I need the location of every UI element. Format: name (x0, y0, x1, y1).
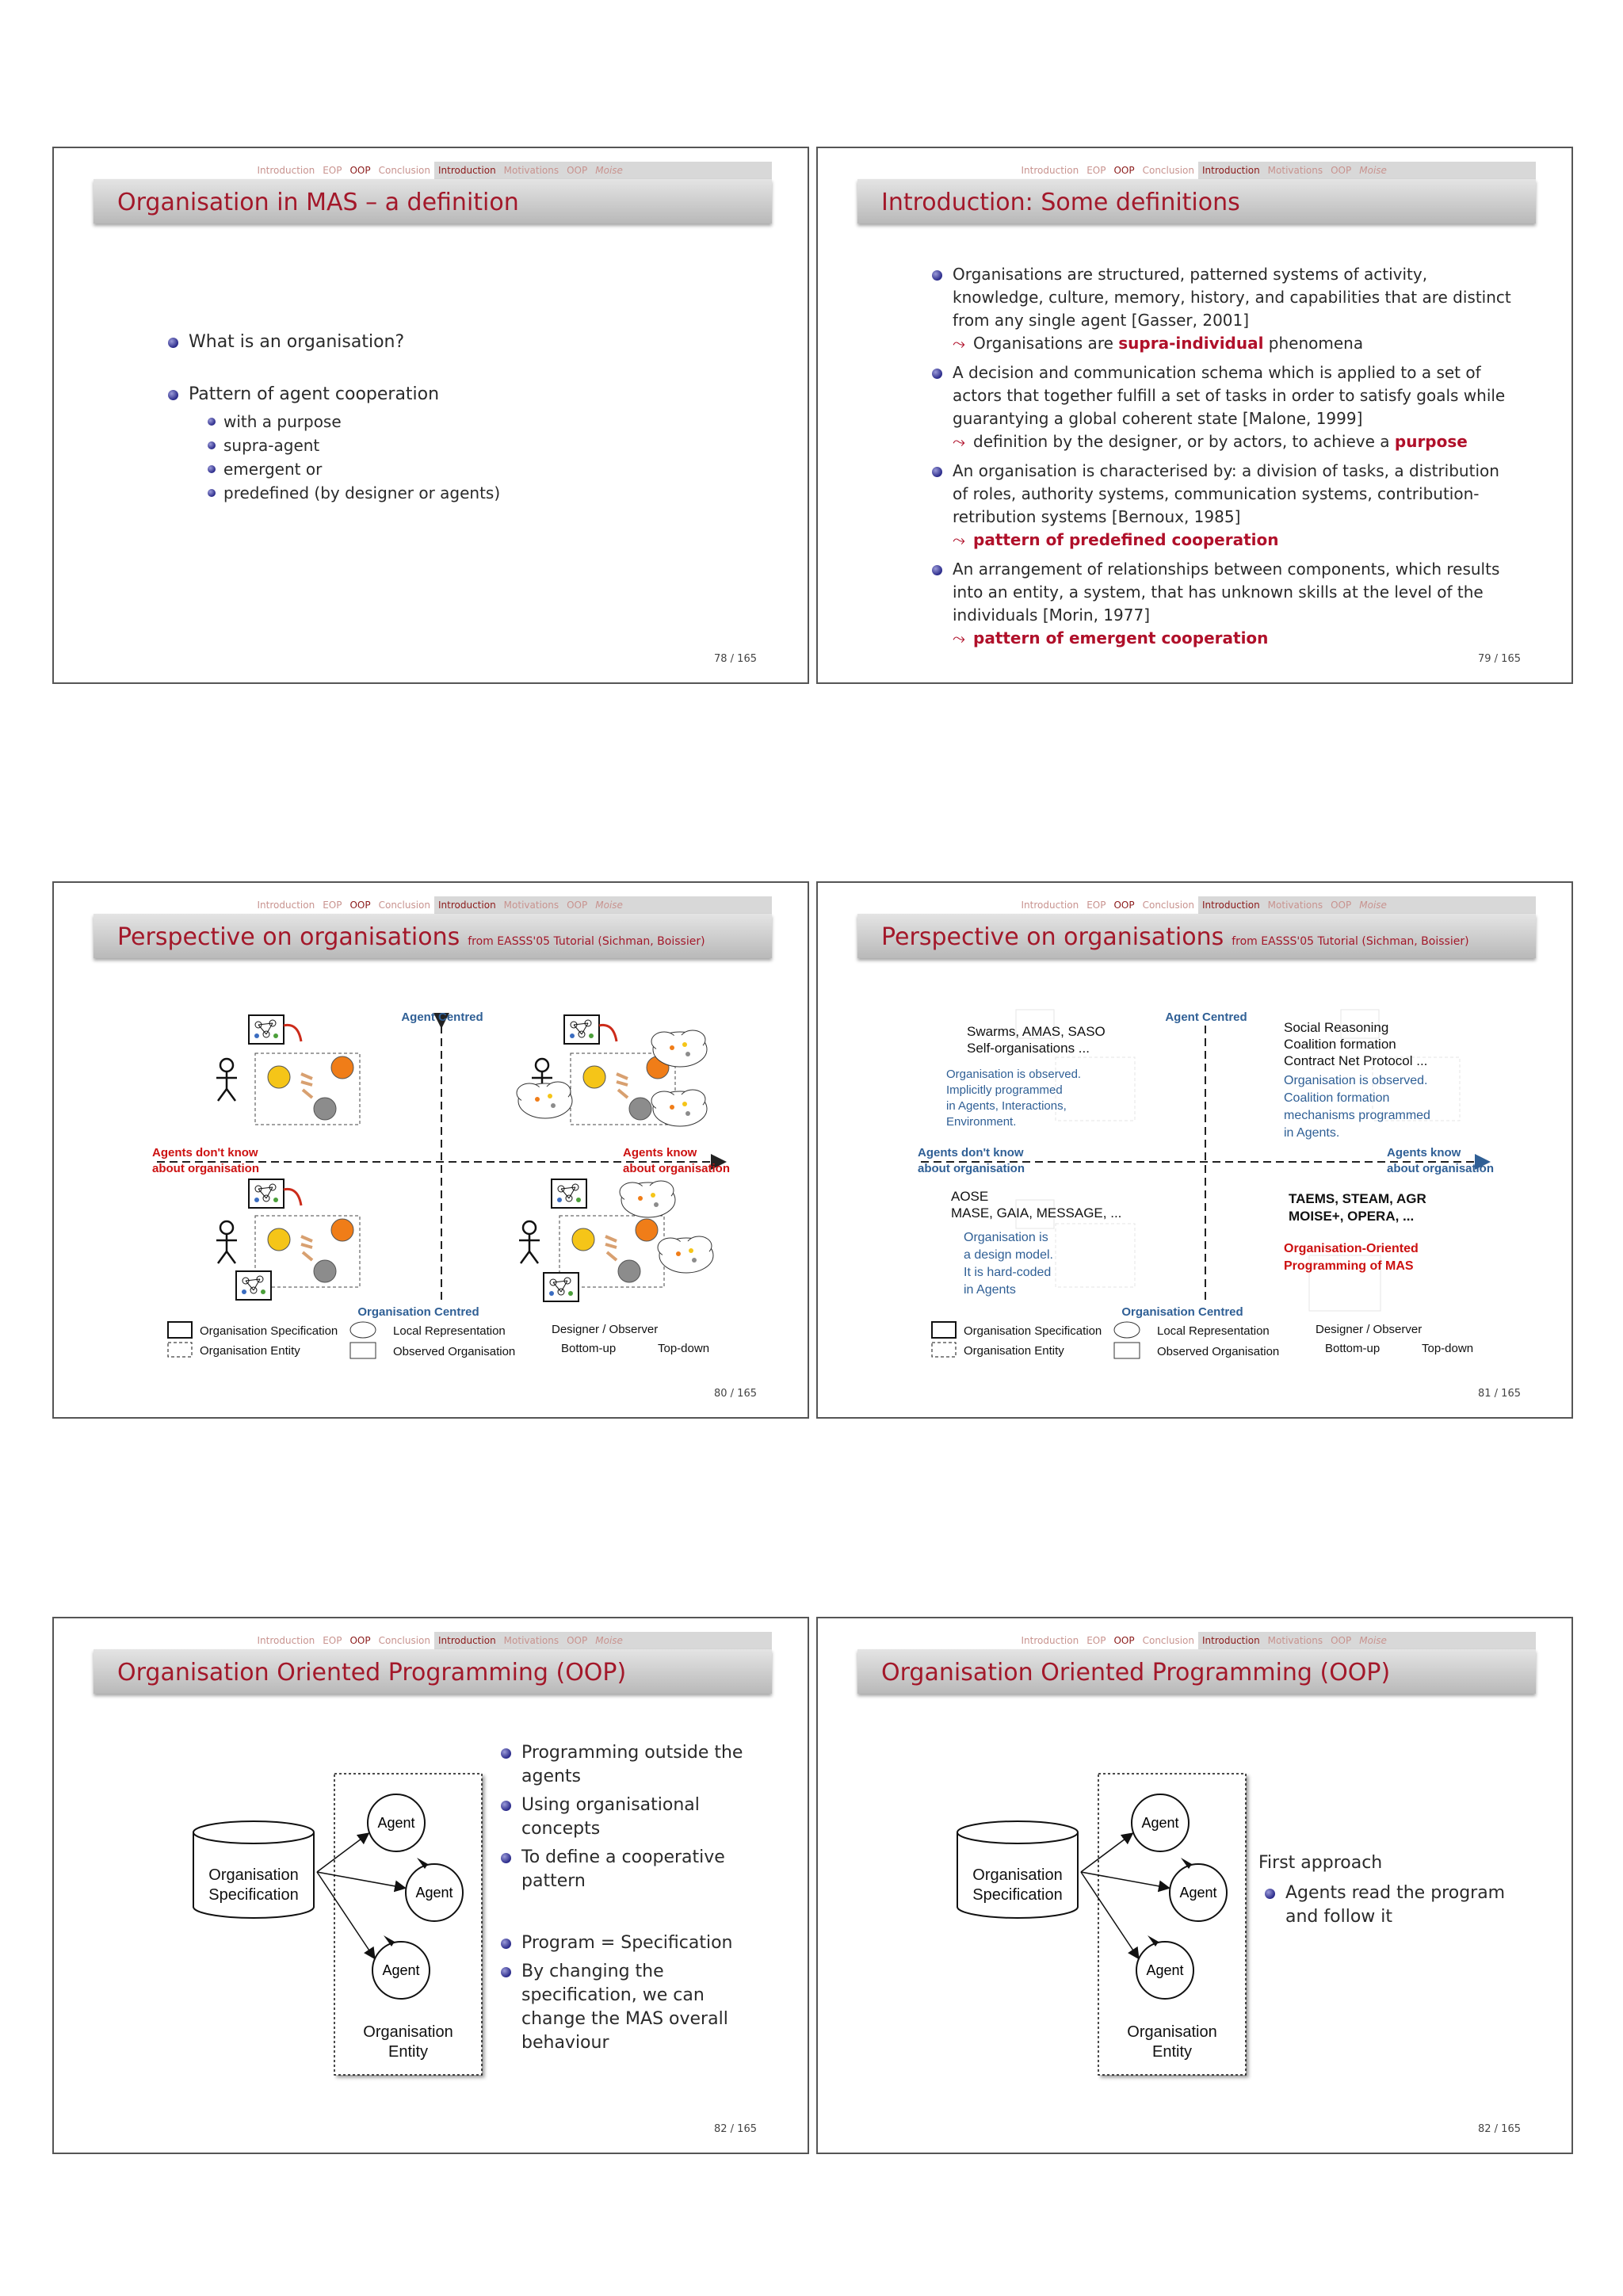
quadrant-tr-note-2: Coalition formation (1284, 1091, 1390, 1105)
nav-sections (857, 1632, 1198, 1649)
nav-introduction[interactable]: Introduction (257, 165, 315, 176)
nav-conclusion[interactable]: Conclusion (1142, 900, 1194, 911)
slide-nav (94, 1632, 772, 1649)
legend-spec-icon (168, 1322, 192, 1338)
nav-introduction[interactable]: Introduction (1021, 1635, 1079, 1646)
nav-conclusion[interactable]: Conclusion (1142, 1635, 1194, 1646)
nav-sub-motivations[interactable]: Motivations (503, 900, 559, 911)
thought-cloud (651, 1030, 707, 1067)
thought-cloud (517, 1082, 572, 1118)
axis-left-label-1: Agents don't know (152, 1146, 258, 1159)
quadrant-bl-title-2: MASE, GAIA, MESSAGE, ... (951, 1205, 1122, 1221)
quadrant-bl-title-1: AOSE (951, 1189, 989, 1204)
title-bar (857, 1649, 1536, 1694)
quadrant-bl-note-4: in Agents (964, 1283, 1016, 1297)
nav-oop[interactable]: OOP (1113, 900, 1135, 911)
nav-oop[interactable]: OOP (349, 1635, 371, 1646)
legend-observed: Observed Organisation (393, 1345, 516, 1358)
spec-graph (552, 1179, 586, 1208)
perspective-diagram (54, 883, 809, 1419)
legend-local: Local Representation (393, 1324, 506, 1338)
spec-label-1: Organisation (972, 1866, 1063, 1884)
quadrant-tr-title-3: Contract Net Protocol ... (1284, 1053, 1428, 1068)
definition-item: An arrangement of relationships between components, which results into an entity, a system, that has unknown skills at the level of the individuals [Morin, 1977] ⤳ pattern of emergent cooperation (929, 558, 1519, 650)
legend-observed: Observed Organisation (1157, 1345, 1280, 1358)
entity-graph (544, 1273, 579, 1301)
legend-bottomup: Bottom-up (1325, 1342, 1381, 1355)
bullet: Pattern of agent cooperation (165, 383, 720, 407)
bullet-list (498, 1741, 759, 1898)
legend-local-icon (350, 1322, 376, 1338)
designer-figure (519, 1221, 540, 1263)
nav-sub-moise[interactable]: Moise (595, 1635, 623, 1646)
nav-sub-introduction[interactable]: Introduction (438, 900, 496, 911)
nav-sub-oop[interactable]: OOP (567, 900, 588, 911)
legend-entity-icon (932, 1343, 956, 1357)
slide-subtitle: from EASSS'05 Tutorial (Sichman, Boissier) (468, 935, 705, 948)
slide-title: Perspective on organisations (117, 923, 460, 951)
nav-oop[interactable]: OOP (349, 165, 371, 176)
nav-eop[interactable]: EOP (323, 900, 342, 911)
quadrant-tr-note-4: in Agents. (1284, 1126, 1340, 1140)
quadrant-tr-title-2: Coalition formation (1284, 1037, 1396, 1052)
legend-local-icon (1114, 1322, 1140, 1338)
definition-keyword: purpose (1394, 432, 1468, 451)
nav-eop[interactable]: EOP (323, 1635, 342, 1646)
axis-right-label-1: Agents know (1387, 1146, 1461, 1159)
title-bar (857, 179, 1536, 223)
slide-81 (816, 881, 1573, 1419)
slide-nav (857, 162, 1536, 179)
nav-sub-introduction[interactable]: Introduction (438, 165, 496, 176)
legend-entity-icon (168, 1343, 192, 1357)
slide-title: Organisation Oriented Programming (OOP) (117, 1659, 627, 1687)
quadrant-tl-note-3: in Agents, Interactions, (946, 1099, 1067, 1113)
oop-diagram (133, 1729, 545, 2141)
legend-topdown: Top-down (658, 1342, 710, 1355)
page-number: 78 / 165 (714, 653, 757, 665)
nav-sub-oop[interactable]: OOP (1331, 165, 1352, 176)
definition-text: An organisation is characterised by: a division of tasks, a distribution of roles, authority systems, communication systems, contribution-retribution systems [Bernoux, 1985] (953, 461, 1499, 526)
nav-sub-motivations[interactable]: Motivations (1267, 900, 1323, 911)
quadrant-br-note-2: Programming of MAS (1284, 1259, 1414, 1273)
definition-text: An arrangement of relationships between components, which results into an entity, a system, that has unknown skills at the level of the individuals [Morin, 1977] (953, 560, 1500, 625)
title-bar (94, 1649, 772, 1694)
axis-left-label-2: about organisation (152, 1162, 259, 1175)
legend-bottomup: Bottom-up (561, 1342, 617, 1355)
quadrant-tl-note-1: Organisation is observed. (946, 1068, 1082, 1081)
nav-sub-oop[interactable]: OOP (1331, 1635, 1352, 1646)
thought-cloud (658, 1236, 713, 1273)
bullet: Agents read the program and follow it (1262, 1881, 1523, 1929)
entity-label-2: Entity (388, 2043, 429, 2061)
page-number: 82 / 165 (1478, 2123, 1521, 2135)
entity-label-1: Organisation (1127, 2023, 1217, 2041)
nav-sub-oop[interactable]: OOP (567, 165, 588, 176)
slide-79 (816, 147, 1573, 684)
slide-80 (52, 881, 809, 1419)
designer-figure (216, 1059, 237, 1101)
page-number: 79 / 165 (1478, 653, 1521, 665)
slide-title: Introduction: Some definitions (881, 189, 1240, 216)
agent-group (255, 1053, 360, 1125)
axis-right-label-2: about organisation (623, 1162, 730, 1175)
definition-item: Organisations are structured, patterned systems of activity, knowledge, culture, memory, history, and capabilities that are distinct from any single agent [Gasser, 2001] ⤳ Organisations are supra-individual phenomena (929, 263, 1519, 355)
nav-conclusion[interactable]: Conclusion (1142, 165, 1194, 176)
nav-oop[interactable]: OOP (1113, 1635, 1135, 1646)
page-number: 82 / 165 (714, 2123, 757, 2135)
legend-entity: Organisation Entity (200, 1344, 300, 1358)
bullet: What is an organisation? (165, 330, 720, 354)
quadrant-tr-note-1: Organisation is observed. (1284, 1074, 1428, 1087)
page-number: 80 / 165 (714, 1388, 757, 1400)
definition-text: A decision and communication schema which is applied to a set of actors that together fulfill a set of tasks in order to satisfy goals while guarantying a global coherent state [Malone, 1999] (953, 363, 1506, 428)
bullet-list (498, 1931, 767, 2055)
title-bar (94, 179, 772, 223)
nav-introduction[interactable]: Introduction (257, 1635, 315, 1646)
definition-keyword: pattern of emergent cooperation (973, 628, 1269, 648)
slide-title: Organisation Oriented Programming (OOP) (881, 1659, 1391, 1687)
nav-sub-moise[interactable]: Moise (1359, 1635, 1387, 1646)
bullet-list (1262, 1881, 1523, 1929)
nav-sub-motivations[interactable]: Motivations (1267, 165, 1323, 176)
agent-label: Agent (1146, 1962, 1184, 1978)
page-number: 81 / 165 (1478, 1388, 1521, 1400)
sub-bullet: with a purpose (204, 410, 720, 434)
nav-introduction[interactable]: Introduction (1021, 165, 1079, 176)
nav-eop[interactable]: EOP (1086, 165, 1106, 176)
axis-top-label: Agent Centred (1165, 1010, 1247, 1024)
spec-graph (249, 1179, 284, 1208)
nav-sub-moise[interactable]: Moise (1359, 900, 1387, 911)
definition-list (929, 263, 1519, 650)
sub-bullet: predefined (by designer or agents) (204, 481, 720, 505)
bullet: To define a cooperative pattern (498, 1846, 759, 1893)
sub-bullet-list (204, 410, 720, 505)
nav-eop[interactable]: EOP (1086, 1635, 1106, 1646)
legend-designer: Designer / Observer (1316, 1323, 1423, 1336)
legend-entity: Organisation Entity (964, 1344, 1064, 1358)
nav-sub-motivations[interactable]: Motivations (503, 1635, 559, 1646)
nav-sub-moise[interactable]: Moise (595, 165, 623, 176)
entity-label-1: Organisation (363, 2023, 453, 2041)
designer-figure (216, 1221, 237, 1263)
nav-subsections (1198, 1632, 1536, 1649)
nav-conclusion[interactable]: Conclusion (378, 900, 430, 911)
slide-nav (94, 162, 772, 179)
definition-keyword: supra-individual (1118, 334, 1264, 353)
definition-text: Organisations are structured, patterned systems of activity, knowledge, culture, memory, history, and capabilities that are distinct from any single agent [Gasser, 2001] (953, 265, 1511, 330)
definition-item: A decision and communication schema which is applied to a set of actors that together fulfill a set of tasks in order to satisfy goals while guarantying a global coherent state [Malone, 1999] ⤳ definition by the designer, or by actors, to achieve a purpose (929, 361, 1519, 453)
quadrant-tl-title-1: Swarms, AMAS, SASO (967, 1024, 1106, 1039)
agent-label: Agent (415, 1885, 453, 1901)
nav-sub-oop[interactable]: OOP (567, 1635, 588, 1646)
legend-designer: Designer / Observer (552, 1323, 659, 1336)
quadrant-br-title-1: TAEMS, STEAM, AGR (1289, 1191, 1426, 1206)
quadrant-bl-note-1: Organisation is (964, 1231, 1048, 1244)
definition-consequence: definition by the designer, or by actors, to achieve a (973, 432, 1395, 451)
nav-sub-introduction[interactable]: Introduction (1202, 165, 1260, 176)
axis-left-label-2: about organisation (918, 1162, 1025, 1175)
nav-sub-introduction[interactable]: Introduction (1202, 1635, 1260, 1646)
perspective-diagram-annotated (818, 883, 1573, 1419)
spec-graph (564, 1015, 599, 1044)
bullet: Program = Specification (498, 1931, 767, 1955)
nav-sub-introduction[interactable]: Introduction (438, 1635, 496, 1646)
axis-bottom-label: Organisation Centred (357, 1305, 479, 1319)
definition-consequence-end: phenomena (1263, 334, 1364, 353)
quadrant-tl-note-2: Implicitly programmed (946, 1083, 1063, 1097)
nav-introduction[interactable]: Introduction (257, 900, 315, 911)
agent-label: Agent (1179, 1885, 1217, 1901)
oop-diagram (897, 1729, 1309, 2141)
bullet-list (165, 330, 720, 407)
nav-oop[interactable]: OOP (1113, 165, 1135, 176)
slide-title: Perspective on organisations (881, 923, 1224, 951)
thought-cloud (651, 1090, 707, 1126)
quadrant-tr-note-3: mechanisms programmed (1284, 1109, 1430, 1122)
nav-sub-moise[interactable]: Moise (1359, 165, 1387, 176)
axis-top-label: Agent Centred (401, 1010, 483, 1024)
nav-subsections (434, 1632, 772, 1649)
slide-82b (816, 1617, 1573, 2154)
nav-sub-motivations[interactable]: Motivations (1267, 1635, 1323, 1646)
agent-label: Agent (1141, 1815, 1179, 1831)
quadrant-br-title-2: MOISE+, OPERA, ... (1289, 1209, 1415, 1224)
nav-sub-motivations[interactable]: Motivations (503, 165, 559, 176)
slide-82a (52, 1617, 809, 2154)
spec-label-2: Specification (972, 1886, 1063, 1904)
sub-bullet: emergent or (204, 457, 720, 481)
quadrant-br-note-1: Organisation-Oriented (1284, 1242, 1419, 1255)
thought-cloud (620, 1181, 675, 1217)
slide-78 (52, 147, 809, 684)
bullet: Using organisational concepts (498, 1794, 759, 1841)
nav-sub-oop[interactable]: OOP (1331, 900, 1352, 911)
legend-spec: Organisation Specification (964, 1324, 1102, 1338)
definition-keyword: pattern of predefined cooperation (973, 530, 1279, 549)
quadrant-tl-note-4: Environment. (946, 1115, 1017, 1129)
entity-graph (236, 1271, 271, 1300)
spec-label-1: Organisation (208, 1866, 299, 1884)
legend-topdown: Top-down (1422, 1342, 1474, 1355)
axis-right-label-2: about organisation (1387, 1162, 1494, 1175)
quadrant-bl-note-3: It is hard-coded (964, 1266, 1052, 1279)
bullet: By changing the specification, we can change the MAS overall behaviour (498, 1960, 767, 2055)
nav-conclusion[interactable]: Conclusion (378, 1635, 430, 1646)
slide-title: Organisation in MAS – a definition (117, 189, 519, 216)
bullet: Programming outside the agents (498, 1741, 759, 1789)
nav-eop[interactable]: EOP (323, 165, 342, 176)
nav-sub-moise[interactable]: Moise (595, 900, 623, 911)
axis-right-label-1: Agents know (623, 1146, 697, 1159)
spec-graph (249, 1015, 284, 1044)
slide-nav (857, 1632, 1536, 1649)
nav-sections (94, 162, 434, 179)
quadrant-bl-note-2: a design model. (964, 1248, 1053, 1262)
nav-introduction[interactable]: Introduction (1021, 900, 1079, 911)
nav-eop[interactable]: EOP (1086, 900, 1106, 911)
quadrant-tr-title-1: Social Reasoning (1284, 1020, 1389, 1035)
entity-label-2: Entity (1151, 2043, 1193, 2061)
legend-observed-icon (1114, 1343, 1140, 1358)
definition-item: An organisation is characterised by: a division of tasks, a distribution of roles, authority systems, communication systems, contribution-retribution systems [Bernoux, 1985] ⤳ pattern of predefined cooperation (929, 460, 1519, 552)
nav-subsections (434, 162, 772, 179)
quadrant-tl-title-2: Self-organisations ... (967, 1041, 1090, 1056)
legend-local: Local Representation (1157, 1324, 1270, 1338)
approach-heading: First approach (1258, 1853, 1383, 1873)
nav-oop[interactable]: OOP (349, 900, 371, 911)
sub-bullet: supra-agent (204, 434, 720, 457)
nav-sections (94, 1632, 434, 1649)
agent-label: Agent (377, 1815, 415, 1831)
legend-observed-icon (350, 1343, 376, 1358)
agent-label: Agent (382, 1962, 420, 1978)
nav-sections (857, 162, 1198, 179)
definition-consequence: Organisations are (973, 334, 1119, 353)
legend-spec: Organisation Specification (200, 1324, 338, 1338)
slide-subtitle: from EASSS'05 Tutorial (Sichman, Boissier) (1232, 935, 1469, 948)
nav-sub-introduction[interactable]: Introduction (1202, 900, 1260, 911)
legend-spec-icon (932, 1322, 956, 1338)
axis-left-label-1: Agents don't know (918, 1146, 1024, 1159)
nav-subsections (1198, 162, 1536, 179)
nav-conclusion[interactable]: Conclusion (378, 165, 430, 176)
spec-label-2: Specification (208, 1886, 299, 1904)
axis-bottom-label: Organisation Centred (1121, 1305, 1243, 1319)
